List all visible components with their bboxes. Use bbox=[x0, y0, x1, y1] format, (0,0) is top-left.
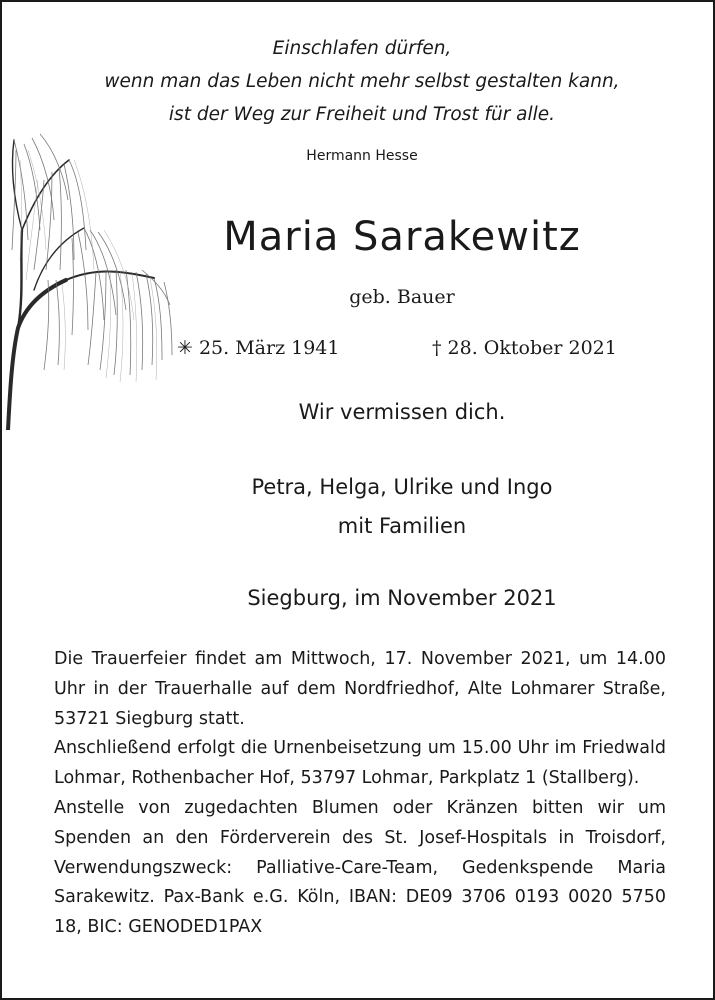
quote bbox=[62, 32, 662, 131]
maiden-name: geb. Bauer bbox=[349, 286, 455, 308]
quote-author: Hermann Hesse bbox=[306, 148, 418, 164]
quote-line: wenn man das Leben nicht mehr selbst gestalten kann, bbox=[104, 71, 620, 92]
quote-line: ist der Weg zur Freiheit und Trost für alle. bbox=[168, 104, 556, 125]
donation-paragraph: Anstelle von zugedachten Blumen oder Kränzen bitten wir um Spenden an den Förderverein des St. Josef-Hospitals in Troisdorf, Verwendungszweck: Palliative-Care-Team, Gedenkspende Maria Sarakewitz. Pax-Bank e.G. Köln, IBAN: DE09 3706 0193 0020 5750 18, BIC: GENODED1PAX bbox=[54, 797, 666, 938]
funeral-details bbox=[54, 645, 666, 943]
burial-paragraph: Anschließend erfolgt die Urnenbeisetzung um 15.00 Uhr im Friedwald Lohmar, Rothenbacher Hof, 53797 Lohmar, Parkplatz 1 (Stallberg). bbox=[54, 738, 666, 789]
family-suffix: mit Familien bbox=[337, 514, 467, 538]
place-date: Siegburg, im November 2021 bbox=[247, 586, 557, 610]
death-date: † 28. Oktober 2021 bbox=[432, 337, 617, 359]
quote-line: Einschlafen dürfen, bbox=[272, 38, 452, 59]
funeral-paragraph: Die Trauerfeier findet am Mittwoch, 17. November 2021, um 14.00 Uhr in der Trauerhalle auf dem Nordfriedhof, Alte Lohmarer Straße, 53721 Siegburg statt. bbox=[54, 649, 666, 729]
message: Wir vermissen dich. bbox=[298, 400, 506, 424]
weeping-willow-illustration bbox=[4, 120, 174, 430]
deceased-name: Maria Sarakewitz bbox=[223, 214, 581, 260]
birth-date: ✳ 25. März 1941 bbox=[177, 337, 340, 359]
family-names: Petra, Helga, Ulrike und Ingo bbox=[251, 475, 553, 499]
